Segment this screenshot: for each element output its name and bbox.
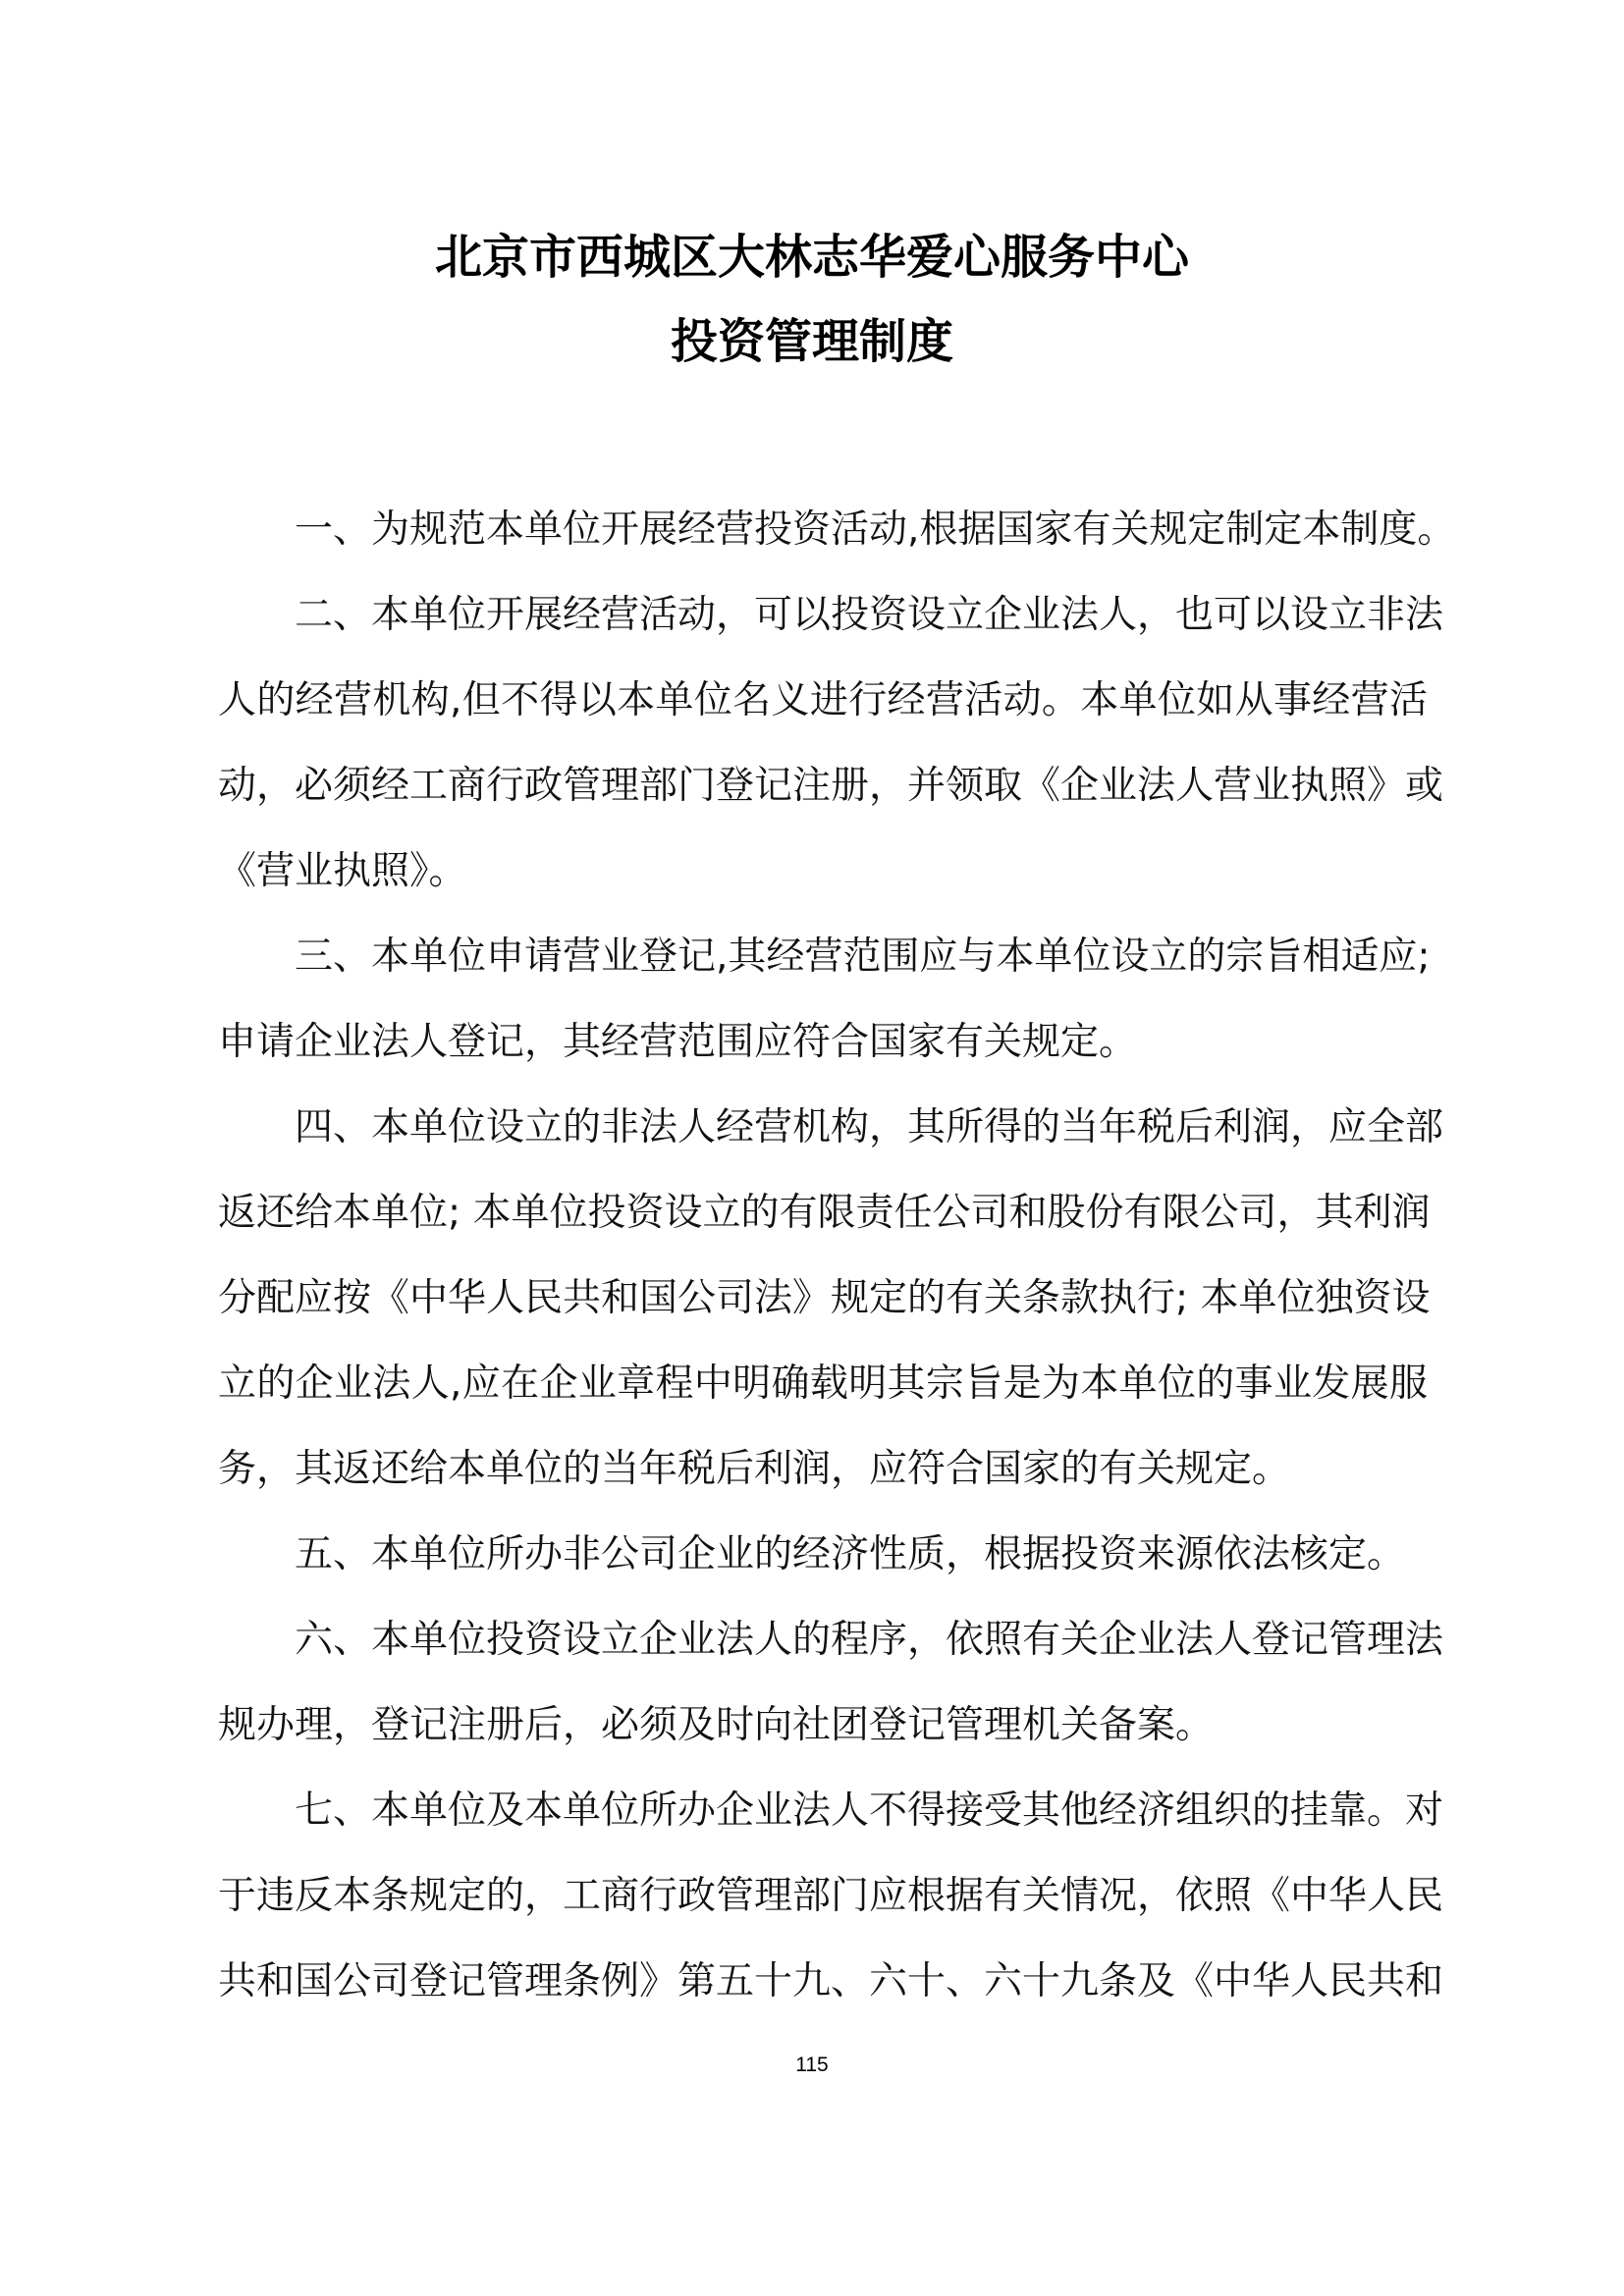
body-line: 务，其返还给本单位的当年税后利润，应符合国家的有关规定。 [218,1447,1291,1491]
body-line: 三、本单位申请营业登记,其经营范围应与本单位设立的宗旨相适应; [295,934,1431,979]
body-line: 规办理，登记注册后，必须及时向社团登记管理机关备案。 [218,1703,1215,1747]
body-line: 动，必须经工商行政管理部门登记注册，并领取《企业法人营业执照》或 [218,764,1444,808]
body-line: 返还给本单位; 本单位投资设立的有限责任公司和股份有限公司，其利润 [218,1191,1431,1235]
body-line: 共和国公司登记管理条例》第五十九、六十、六十九条及《中华人民共和 [218,1959,1444,2003]
body-line: 立的企业法人,应在企业章程中明确载明其宗旨是为本单位的事业发展服 [218,1362,1428,1406]
document-title-line-1: 北京市西城区大林志华爱心服务中心 [434,230,1189,285]
document-body [218,487,1456,2024]
page-number: 115 [795,2054,829,2076]
body-line: 一、为规范本单位开展经营投资活动,根据国家有关规定制定本制度。 [295,507,1456,552]
body-line: 五、本单位所办非公司企业的经济性质，根据投资来源依法核定。 [295,1532,1406,1576]
body-line: 人的经营机构,但不得以本单位名义进行经营活动。本单位如从事经营活 [218,678,1428,722]
document-title-line-2: 投资管理制度 [670,314,953,369]
body-line: 四、本单位设立的非法人经营机构，其所得的当年税后利润，应全部 [295,1105,1444,1149]
body-line: 七、本单位及本单位所办企业法人不得接受其他经济组织的挂靠。对 [295,1789,1444,1833]
body-line: 于违反本条规定的，工商行政管理部门应根据有关情况，依照《中华人民 [218,1874,1444,1918]
body-line: 二、本单位开展经营活动，可以投资设立企业法人，也可以设立非法 [295,593,1444,637]
body-line: 《营业执照》。 [218,849,467,893]
body-line: 分配应按《中华人民共和国公司法》规定的有关条款执行; 本单位独资设 [218,1276,1431,1320]
body-line: 六、本单位投资设立企业法人的程序，依照有关企业法人登记管理法 [295,1618,1444,1662]
body-line: 申请企业法人登记，其经营范围应符合国家有关规定。 [218,1020,1138,1064]
